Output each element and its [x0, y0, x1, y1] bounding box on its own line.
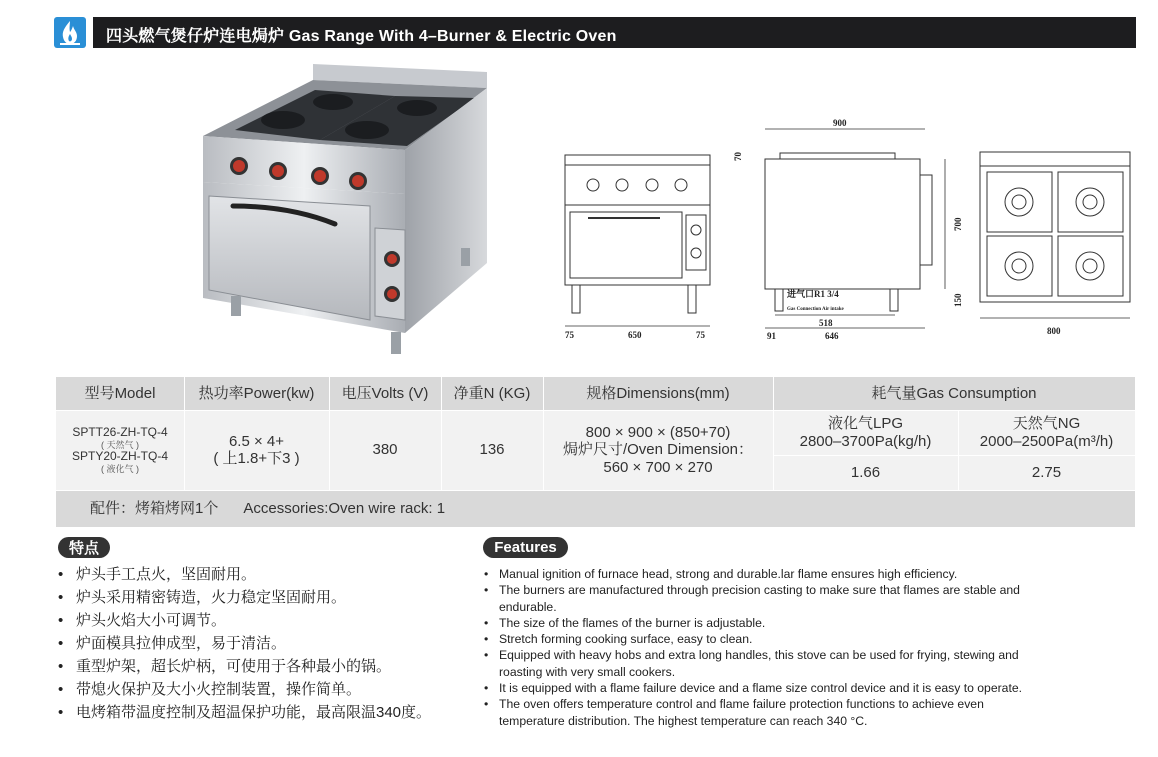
flame-icon	[54, 17, 86, 48]
accessories-row: 配件：烤箱烤网1个 Accessories:Oven wire rack: 1	[56, 491, 1135, 527]
list-item: • 炉头火焰大小可调节。	[56, 609, 436, 632]
list-item: • Equipped with heavy hobs and extra long handles, this stove can be used for frying, stewing and roasting with very small cookers.	[482, 647, 1052, 680]
model-1-note: ( 天然气 )	[101, 439, 139, 450]
gas-inlet-label-en: Gas Connection Air intake	[787, 307, 844, 312]
list-item: • 电烤箱带温度控制及超温保护功能，最高限温340度。	[56, 701, 436, 724]
header-dimensions: 规格Dimensions(mm)	[543, 377, 773, 410]
dimensions-line-3: 560 × 700 × 270	[603, 458, 713, 476]
model-2-note: ( 液化气 )	[101, 463, 139, 474]
lpg-label-2: 2800–3700Pa(kg/h)	[799, 432, 932, 450]
list-item: • 带熄火保护及大小火控制装置，操作简单。	[56, 678, 436, 701]
features-en-badge: Features	[483, 537, 568, 558]
dim-75-right: 75	[696, 330, 705, 340]
cell-dimensions	[543, 410, 773, 490]
features-cn-badge: 特点	[58, 537, 110, 558]
list-item: • Stretch forming cooking surface, easy to clean.	[482, 631, 1052, 647]
list-item: • 炉头手工点火，坚固耐用。	[56, 563, 436, 586]
header-volts: 电压Volts (V)	[329, 377, 441, 410]
cell-power	[184, 410, 329, 490]
dim-150: 150	[953, 293, 963, 307]
front-view-drawing	[560, 150, 720, 345]
list-item: • 重型炉架，超长炉柄，可使用于各种最小的锅。	[56, 655, 436, 678]
dim-646: 646	[825, 331, 839, 341]
features-cn-list	[56, 563, 436, 724]
dim-75-left: 75	[565, 330, 574, 340]
ng-label-2: 2000–2500Pa(m³/h)	[979, 432, 1114, 450]
cell-ng-label	[958, 410, 1135, 455]
list-item: • 炉头采用精密铸造，火力稳定坚固耐用。	[56, 586, 436, 609]
cell-lpg-value: 1.66	[773, 455, 958, 490]
cell-volts: 380	[329, 410, 441, 490]
features-en-list	[482, 566, 1052, 729]
dim-91: 91	[767, 331, 776, 341]
cell-weight: 136	[441, 410, 543, 490]
page-title: 四头燃气煲仔炉连电焗炉 Gas Range With 4–Burner & Electric Oven	[106, 28, 617, 45]
cell-model	[56, 410, 184, 490]
dimensions-line-2: 焗炉尺寸/Oven Dimension：	[562, 441, 754, 459]
cell-ng-value: 2.75	[958, 455, 1135, 490]
gas-inlet-label-cn: 进气口R1 3/4	[787, 289, 839, 299]
model-2: SPTY20-ZH-TQ-4	[71, 449, 168, 463]
power-line-2: ( 上1.8+下3 )	[213, 450, 300, 467]
product-image	[195, 58, 495, 363]
dim-70: 70	[733, 152, 743, 161]
header-power: 热功率Power(kw)	[184, 377, 329, 410]
lpg-label-1: 液化气LPG	[827, 415, 903, 433]
dim-900: 900	[833, 118, 847, 128]
spec-table	[56, 377, 1135, 527]
model-1: SPTT26-ZH-TQ-4	[72, 424, 168, 439]
dim-800: 800	[1047, 326, 1061, 336]
side-view-drawing	[725, 115, 970, 345]
ng-label-1: 天然气NG	[1012, 415, 1081, 433]
cell-lpg-label	[773, 410, 958, 455]
dimensions-line-1: 800 × 900 × (850+70)	[585, 424, 731, 442]
header-model: 型号Model	[56, 377, 184, 410]
title-bar	[93, 17, 1136, 48]
dim-650: 650	[628, 330, 642, 340]
list-item: • It is equipped with a flame failure device and a flame size control device and it is easy to operate.	[482, 680, 1052, 696]
top-view-drawing	[975, 148, 1135, 343]
dim-518: 518	[819, 318, 833, 328]
header-gas: 耗气量Gas Consumption	[773, 377, 1135, 410]
dim-700: 700	[953, 217, 963, 231]
list-item: • Manual ignition of furnace head, strong and durable.lar flame ensures high efficiency.	[482, 566, 1052, 582]
list-item: • The oven offers temperature control and flame failure protection functions to achieve even temperature distribution. The highest temperature can reach 340 °C.	[482, 696, 1052, 729]
list-item: • 炉面模具拉伸成型，易于清洁。	[56, 632, 436, 655]
power-line-1: 6.5 × 4+	[228, 432, 285, 450]
header-weight: 净重N (KG)	[441, 377, 543, 410]
list-item: • The size of the flames of the burner is adjustable.	[482, 615, 1052, 631]
list-item: • The burners are manufactured through precision casting to make sure that flames are stable and endurable.	[482, 582, 1052, 615]
